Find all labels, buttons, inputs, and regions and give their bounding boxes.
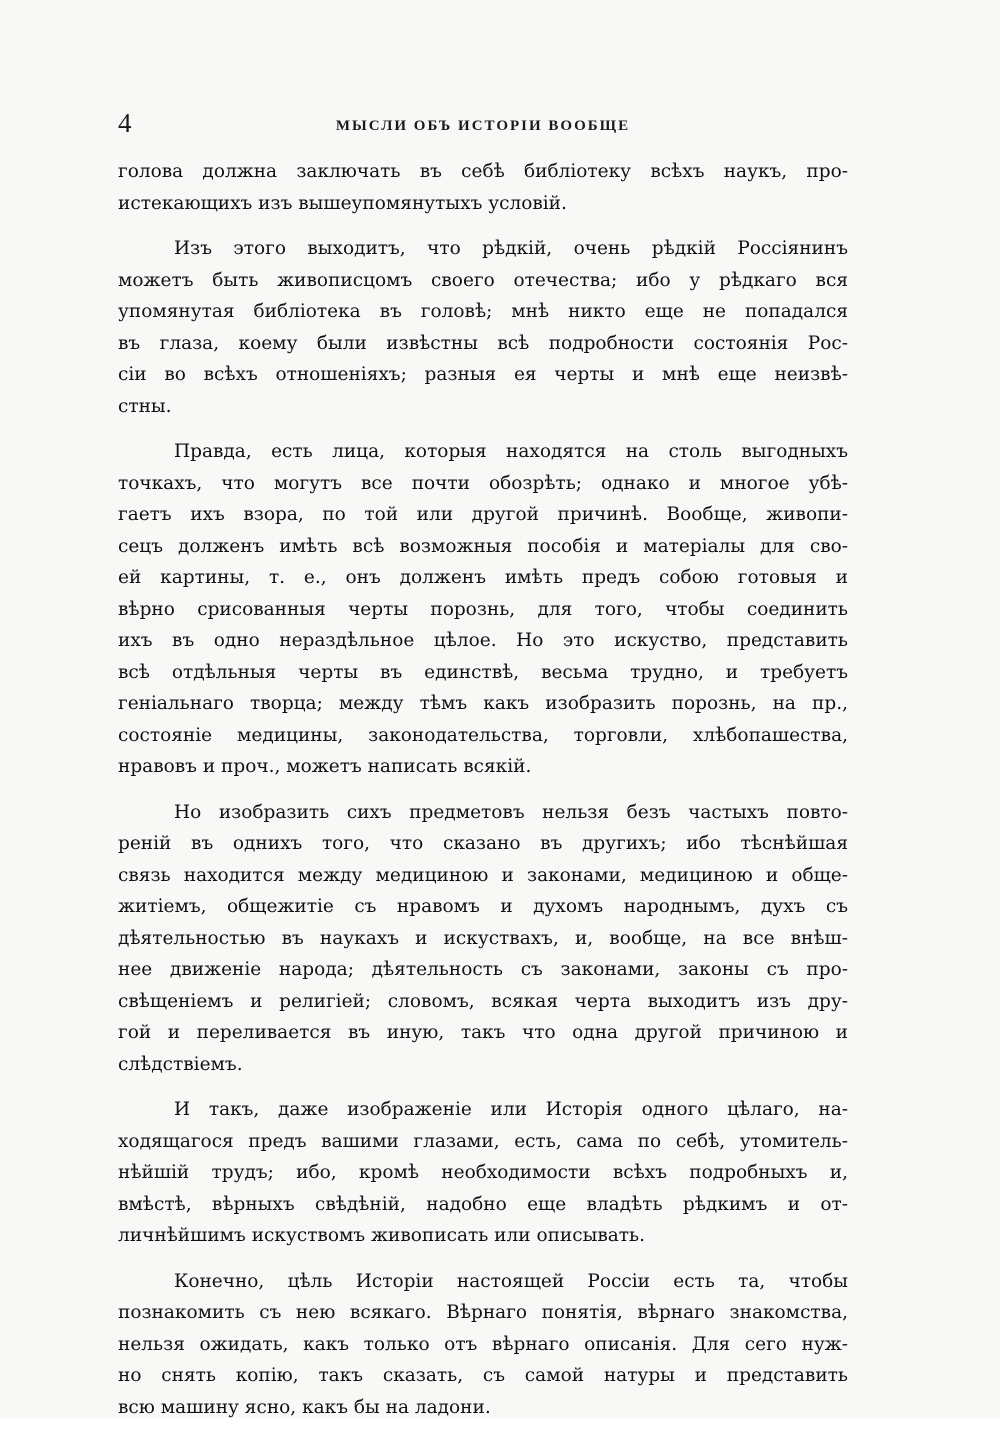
text-line: ходящагося предъ вашими глазами, есть, сама по себѣ, утомитель-: [118, 1130, 848, 1152]
text-line: Конечно, цѣль Исторіи настоящей Россіи есть та, чтобы: [174, 1270, 848, 1292]
text-line: гаетъ ихъ взора, по той или другой причинѣ. Вообще, живопи-: [118, 504, 848, 525]
text-line: можетъ быть живописцомъ своего отечества; ибо у рѣдкаго вся: [118, 269, 848, 291]
text-line: вмѣстѣ, вѣрныхъ свѣдѣній, надобно еще владѣть рѣдкимъ и от-: [118, 1193, 848, 1215]
text-line: состояніе медицины, законодательства, торговли, хлѣбопашества,: [118, 724, 848, 746]
text-line: точкахъ, что могутъ все почти обозрѣть; однако и многое убѣ-: [118, 472, 848, 494]
text-line: Но изобразить сихъ предметовъ нельзя безъ частыхъ повто-: [174, 801, 848, 823]
text-line: истекающихъ изъ вышеупомянутыхъ условій.: [118, 192, 567, 214]
text-line: ей картины, т. е., онъ долженъ имѣть предъ собою готовыя и: [118, 567, 848, 588]
text-line: упомянутая библіотека въ головѣ; мнѣ никто еще не попадался: [118, 301, 848, 322]
paragraph: [118, 797, 848, 1081]
text-line: нравовъ и проч., можетъ написать всякій.: [118, 756, 532, 777]
text-line: ихъ въ одно нераздѣльное цѣлое. Но это искуство, представить: [118, 630, 848, 651]
text-line: нее движеніе народа; дѣятельность съ законами, законы съ про-: [118, 959, 848, 980]
text-line: слѣдствіемъ.: [118, 1053, 243, 1075]
text-line: сецъ долженъ имѣть всѣ возможныя пособія и матеріалы для сво-: [118, 535, 848, 557]
text-line: стны.: [118, 395, 172, 417]
paragraph: [118, 156, 848, 219]
text-line: И такъ, даже изображеніе или Исторія одного цѣлаго, на-: [174, 1099, 848, 1120]
text-line: всѣ отдѣльныя черты въ единствѣ, весьма трудно, и требуетъ: [118, 661, 848, 683]
paragraph: [118, 1266, 848, 1424]
text-line: но снять копію, такъ сказать, съ самой натуры и представить: [118, 1365, 848, 1386]
text-line: гой и переливается въ иную, такъ что одна другой причиною и: [118, 1022, 848, 1043]
text-line: въ глаза, коему были извѣстны всѣ подробности состоянія Рос-: [118, 332, 848, 354]
text-line: голова должна заключать въ себѣ библіотеку всѣхъ наукъ, про-: [118, 161, 848, 182]
text-line: нѣйшій трудъ; ибо, кромѣ необходимости всѣхъ подробныхъ и,: [118, 1162, 848, 1183]
text-line: Правда, есть лица, которыя находятся на столь выгодныхъ: [174, 441, 848, 462]
running-head: [118, 108, 848, 144]
text-line: геніальнаго творца; между тѣмъ какъ изобразить порознь, на пр.,: [118, 693, 848, 714]
text-line: связь находится между медициною и законами, медициною и обще-: [118, 864, 848, 886]
text-line: дѣятельностью въ наукахъ и искуствахъ, и, вообще, на все внѣш-: [118, 927, 848, 949]
page-content: [118, 108, 848, 1437]
running-title: МЫСЛИ ОБЪ ИСТОРІИ ВООБЩЕ: [335, 118, 631, 134]
text-line: Изъ этого выходитъ, что рѣдкій, очень рѣдкій Россіянинъ: [174, 238, 848, 259]
text-line: всю машину ясно, какъ бы на ладони.: [118, 1396, 491, 1418]
text-line: личнѣйшимъ искуствомъ живописать или описывать.: [118, 1225, 645, 1246]
page-number: 4: [118, 108, 132, 138]
text-line: свѣщеніемъ и религіей; словомъ, всякая черта выходитъ изъ дру-: [118, 990, 848, 1012]
text-line: сіи во всѣхъ отношеніяхъ; разныя ея черты и мнѣ еще неизвѣ-: [118, 364, 848, 385]
text-line: житіемъ, общежитіе съ нравомъ и духомъ народнымъ, духъ съ: [118, 896, 848, 917]
paragraph: [118, 1094, 848, 1252]
paragraph: [118, 436, 848, 783]
text-line: познакомить съ нею всякаго. Вѣрнаго понятія, вѣрнаго знакомства,: [118, 1302, 848, 1323]
text-line: вѣрно срисованныя черты порознь, для того, чтобы соединить: [118, 598, 848, 620]
paragraph: [118, 233, 848, 422]
text-line: нельзя ожидать, какъ только отъ вѣрнаго описанія. Для сего нуж-: [118, 1333, 848, 1355]
text-line: реній въ однихъ того, что сказано въ другихъ; ибо тѣснѣйшая: [118, 833, 848, 854]
